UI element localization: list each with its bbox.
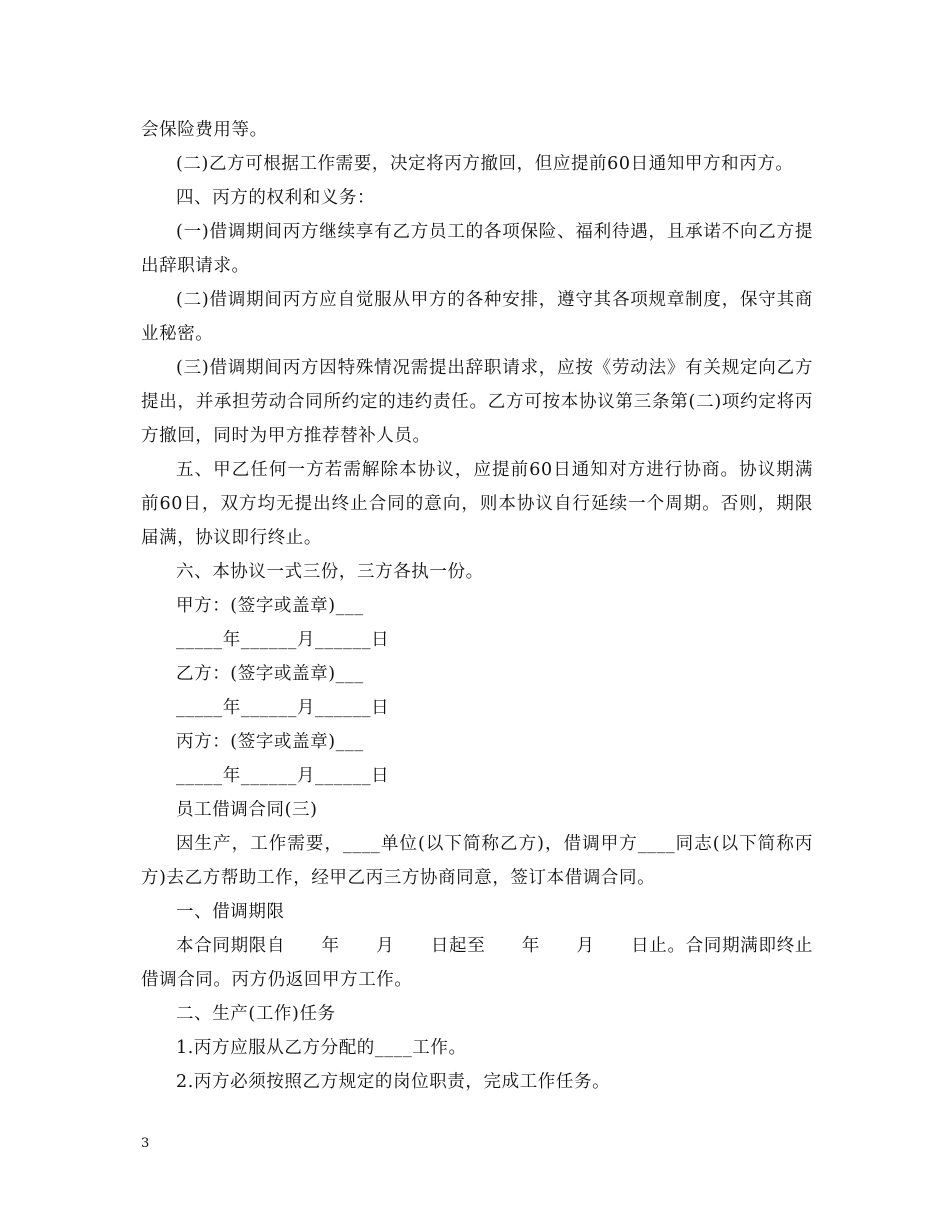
paragraph-task-2: 2.丙方必须按照乙方规定的岗位职责，完成工作任务。 <box>176 1072 611 1092</box>
signature-party-a: 甲方：(签字或盖章)___ <box>176 596 364 616</box>
paragraph-task-1: 1.丙方应服从乙方分配的____工作。 <box>176 1038 467 1058</box>
signature-party-c: 丙方：(签字或盖章)___ <box>176 732 364 752</box>
paragraph-clause-4-1: (一)借调期间丙方继续享有乙方员工的各项保险、福利待遇，且承诺不向乙方提出辞职请求。 <box>141 222 813 276</box>
paragraph-section-5: 五、甲乙任何一方若需解除本协议，应提前60日通知对方进行协商。协议期满前60日，双方均无提出终止合同的意向，则本协议自行延续一个周期。否则，期限届满，协议即行终止。 <box>141 460 813 548</box>
paragraph-continuation: 会保险费用等。 <box>141 120 268 140</box>
date-line-party-b: _____年______月______日 <box>176 698 390 718</box>
paragraph-clause-4-3: (三)借调期间丙方因特殊情况需提出辞职请求，应按《劳动法》有关规定向乙方提出，并承担劳动合同所约定的违约责任。乙方可按本协议第三条第(二)项约定将丙方撤回，同时为甲方推荐替补人员。 <box>141 358 813 446</box>
document-body <box>141 113 813 1099</box>
signature-party-b: 乙方：(签字或盖章)___ <box>176 664 364 684</box>
section-heading-term: 一、借调期限 <box>176 902 285 922</box>
page-number: 3 <box>141 1136 150 1151</box>
contract-intro: 因生产，工作需要，____单位(以下简称乙方)，借调甲方____同志(以下简称丙方)去乙方帮助工作，经甲乙丙三方协商同意，签订本借调合同。 <box>141 834 813 888</box>
date-line-party-c: _____年______月______日 <box>176 766 390 786</box>
contract-title: 员工借调合同(三) <box>176 800 318 820</box>
section-heading-tasks: 二、生产(工作)任务 <box>176 1004 336 1024</box>
paragraph-term: 本合同期限自 年 月 日起至 年 月 日止。合同期满即终止借调合同。丙方仍返回甲方工作。 <box>141 936 813 990</box>
paragraph-clause-4-2: (二)借调期间丙方应自觉服从甲方的各种安排，遵守其各项规章制度，保守其商业秘密。 <box>141 290 813 344</box>
paragraph-clause-3-2: (二)乙方可根据工作需要，决定将丙方撤回，但应提前60日通知甲方和丙方。 <box>176 154 794 174</box>
date-line-party-a: _____年______月______日 <box>176 630 390 650</box>
paragraph-section-6: 六、本协议一式三份，三方各执一份。 <box>176 562 484 582</box>
section-heading-4: 四、丙方的权利和义务： <box>176 188 376 208</box>
